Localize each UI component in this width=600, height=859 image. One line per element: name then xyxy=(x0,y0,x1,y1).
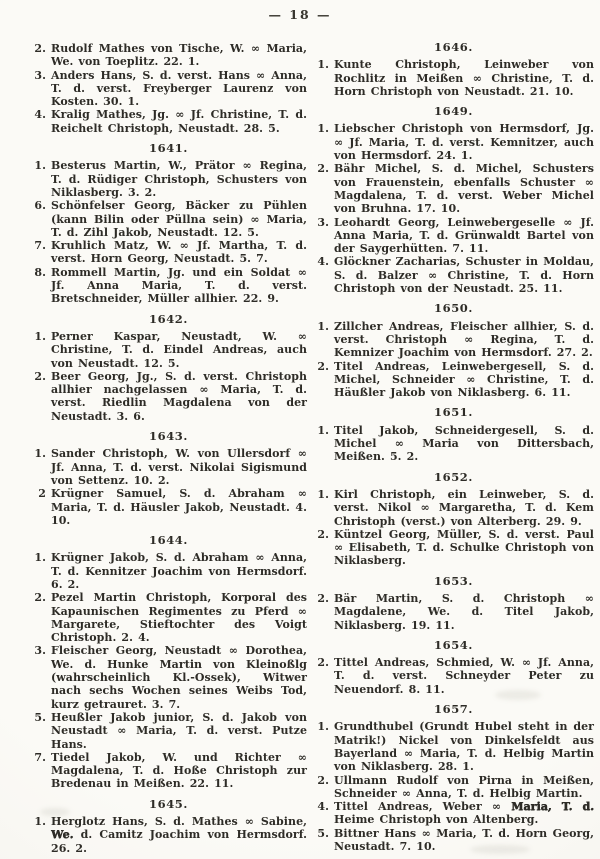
entry-number: 2. xyxy=(317,359,329,373)
entry-text: Anders Hans, S. d. verst. Hans ∞ Anna, T. d. verst. Freyberger Laurenz von Kosten. 30. 1. xyxy=(51,68,307,109)
register-entry xyxy=(313,656,594,696)
entry-number: 1. xyxy=(34,551,46,565)
entry-text: Perner Kaspar, Neustadt, W. ∞ Christine, T. d. Eindel Andreas, auch von Neustadt. 12. 5. xyxy=(51,329,307,370)
register-entry xyxy=(313,162,594,215)
entry-number: 4. xyxy=(34,108,46,122)
entry-number: 1. xyxy=(34,159,46,173)
year-heading: 1643. xyxy=(148,429,188,444)
register-entry xyxy=(30,239,307,266)
entry-text: Sander Christoph, W. von Ullersdorf ∞ Jf. Anna, T. d. verst. Nikolai Sigismund von Settenz. 10. 2. xyxy=(51,447,307,487)
entry-text: Kunte Christoph, Leinweber von Rochlitz in Meißen ∞ Christine, T. d. Horn Christoph von Neustadt. 21. 10. xyxy=(334,58,594,98)
entry-number: 1. xyxy=(317,487,329,501)
register-entry xyxy=(313,774,594,801)
entry-number: 3. xyxy=(317,215,329,229)
register-entry xyxy=(313,122,594,162)
entry-text: Heußler Jakob junior, S. d. Jakob von Neustadt ∞ Maria, T. d. verst. Putze Hans. xyxy=(51,710,307,751)
entry-text: Glöckner Zacharias, Schuster in Moldau, S. d. Balzer ∞ Christine, T. d. Horn Christoph von der Neustadt. 25. 11. xyxy=(334,255,594,296)
entry-number: 2. xyxy=(34,591,46,605)
entry-text: Herglotz Hans, S. d. Mathes ∞ Sabine, We. d. Camitz Joachim von Hermsdorf. 26. 2. xyxy=(51,815,307,855)
year-heading: 1651. xyxy=(433,405,473,420)
year-heading: 1644. xyxy=(148,533,188,548)
entry-text: Rommell Martin, Jg. und ein Soldat ∞ Jf. Anna Maria, T. d. verst. Bretschneider, Müller allhier. 22. 9. xyxy=(51,265,307,306)
entry-number: 1. xyxy=(34,815,46,829)
entry-number: 2. xyxy=(317,773,329,787)
register-entry xyxy=(30,487,307,527)
entry-text: Kralig Mathes, Jg. ∞ Jf. Christine, T. d. Reichelt Christoph, Neustadt. 28. 5. xyxy=(51,108,307,135)
year-heading: 1645. xyxy=(148,796,188,811)
register-entry xyxy=(313,216,594,256)
register-entry xyxy=(30,266,307,306)
entry-text: Kruhlich Matz, W. ∞ Jf. Martha, T. d. verst. Horn Georg, Neustadt. 5. 7. xyxy=(51,239,307,266)
register-entry xyxy=(30,551,307,591)
register-entry xyxy=(313,720,594,773)
register-entry xyxy=(313,488,594,528)
register-entry xyxy=(313,320,594,360)
year-heading: 1652. xyxy=(433,469,473,484)
register-entry xyxy=(30,447,307,487)
register-entry xyxy=(30,69,307,109)
entry-text: Krügner Samuel, S. d. Abraham ∞ Maria, T. d. Häusler Jakob, Neustadt. 4. 10. xyxy=(51,487,307,527)
entry-text: Bär Martin, S. d. Christoph ∞ Magdalene, We. d. Titel Jakob, Niklasberg. 19. 11. xyxy=(334,591,594,632)
entry-text: Grundthubel (Grundt Hubel steht in der Matrik!) Nickel von Dinkelsfeldt aus Bayerland ∞ Maria, T. d. Helbig Martin von Niklasberg. 28. 1. xyxy=(334,720,594,774)
entry-number: 4. xyxy=(317,800,329,814)
register-entry xyxy=(313,592,594,632)
register-entry xyxy=(30,330,307,370)
register-entry xyxy=(313,424,594,464)
entry-text: Zillcher Andreas, Fleischer allhier, S. d. verst. Christoph ∞ Regina, T. d. Kemnizer Joachim von Hermsdorf. 27. 2. xyxy=(334,319,594,360)
entry-text: Titel Andreas, Leinwebergesell, S. d. Michel, Schneider ∞ Christine, T. d. Häußler Jakob von Niklasberg. 6. 11. xyxy=(334,359,594,400)
entry-text: Bittner Hans ∞ Maria, T. d. Horn Georg, Neustadt. 7. 10. xyxy=(334,826,594,854)
entry-text: Rudolf Mathes von Tische, W. ∞ Maria, We. von Toeplitz. 22. 1. xyxy=(51,42,307,69)
register-entry xyxy=(313,255,594,295)
entry-number: 1. xyxy=(317,319,329,333)
register-entry xyxy=(30,42,307,69)
year-heading: 1649. xyxy=(433,104,473,119)
register-entry xyxy=(30,711,307,751)
entry-text: Bähr Michel, S. d. Michel, Schusters von Frauenstein, ebenfalls Schuster ∞ Magdalena, T. d. verst. Weber Michel von Bruhna. 17. 10. xyxy=(334,162,594,216)
entry-number: 1. xyxy=(34,447,46,461)
entry-number: 2 xyxy=(38,487,46,501)
register-entry xyxy=(313,58,594,98)
entry-number: 7. xyxy=(34,239,46,253)
entry-number: 2. xyxy=(34,369,46,383)
entry-number: 3. xyxy=(34,68,46,82)
entry-text: Ullmann Rudolf von Pirna in Meißen, Schneider ∞ Anna, T. d. Helbig Martin. xyxy=(334,773,594,800)
entry-text: Beer Georg, Jg., S. d. verst. Christoph allhier nachgelassen ∞ Maria, T. d. verst. Riedlin Magdalena von der Neustadt. 3. 6. xyxy=(51,369,307,423)
entry-text: Liebscher Christoph von Hermsdorf, Jg. ∞ Jf. Maria, T. d. verst. Kemnitzer, auch von Hermsdorf. 24. 1. xyxy=(334,122,594,163)
entry-text: Tittel Andreas, Weber ∞ Maria, T. d. Heime Christoph von Altenberg. xyxy=(334,800,595,827)
entry-number: 2. xyxy=(34,42,46,55)
entry-text: Pezel Martin Christoph, Korporal des Kapaunischen Regimentes zu Pferd ∞ Margarete, Stieftochter des Voigt Christoph. 2. 4. xyxy=(51,591,307,645)
register-entry xyxy=(30,159,307,199)
register-entry xyxy=(313,827,594,854)
entry-number: 2. xyxy=(317,591,329,605)
entry-text: Schönfelser Georg, Bäcker zu Pühlen (kann Bilin oder Püllna sein) ∞ Maria, T. d. Zihl Jakob, Neustadt. 12. 5. xyxy=(51,199,307,239)
register-entry xyxy=(313,360,594,400)
year-heading: 1657. xyxy=(433,702,473,717)
entry-text: Tiedel Jakob, W. und Richter ∞ Magdalena, T. d. Hoße Christoph zur Bredenau in Meißen. 22. 11. xyxy=(51,750,307,791)
entry-number: 4. xyxy=(317,255,329,269)
heavy-ink-text: We. xyxy=(51,828,74,842)
column-right xyxy=(313,34,594,853)
page-number: — 18 — xyxy=(268,7,332,22)
register-entry xyxy=(30,644,307,710)
entry-number: 6. xyxy=(34,199,46,213)
entry-text: Küntzel Georg, Müller, S. d. verst. Paul ∞ Elisabeth, T. d. Schulke Christoph von Niklasberg. xyxy=(334,527,594,568)
entry-text: Fleischer Georg, Neustadt ∞ Dorothea, We. d. Hunke Martin von Kleinoßlg (wahrscheinlich Kl.-Ossek), Witwer nach sechs Wochen seines Weibs Tod, kurz getrauret. 3. 7. xyxy=(51,644,307,711)
heavy-ink-text: Maria, T. d. xyxy=(511,800,595,814)
register-entry xyxy=(313,800,594,827)
year-heading: 1654. xyxy=(433,637,473,652)
entry-number: 1. xyxy=(317,122,329,136)
register-entry xyxy=(30,591,307,644)
entry-text: Kirl Christoph, ein Leinweber, S. d. verst. Nikol ∞ Margaretha, T. d. Kem Christoph (verst.) von Alterberg. 29. 9. xyxy=(334,487,594,528)
register-entry xyxy=(30,815,307,855)
year-heading: 1646. xyxy=(433,40,473,54)
register-entry xyxy=(30,370,307,423)
entry-number: 7. xyxy=(34,750,46,764)
entry-number: 1. xyxy=(317,423,329,437)
year-heading: 1641. xyxy=(148,141,188,156)
entry-number: 1. xyxy=(317,720,329,734)
entry-text: Titel Jakob, Schneidergesell, S. d. Michel ∞ Maria von Dittersbach, Meißen. 5. 2. xyxy=(334,423,594,464)
column-left xyxy=(30,42,307,855)
entry-number: 3. xyxy=(34,644,46,658)
register-entry xyxy=(30,751,307,791)
entry-text: Tittel Andreas, Schmied, W. ∞ Jf. Anna, T. d. verst. Schneyder Peter zu Neuendorf. 8. 11. xyxy=(334,656,594,696)
entry-number: 2. xyxy=(317,162,329,176)
entry-number: 1. xyxy=(34,329,46,343)
year-heading: 1653. xyxy=(433,573,473,588)
register-entry xyxy=(313,528,594,568)
entry-number: 2. xyxy=(317,656,329,670)
register-entry xyxy=(30,108,307,135)
entry-number: 5. xyxy=(317,826,329,840)
entry-text: Krügner Jakob, S. d. Abraham ∞ Anna, T. d. Kennitzer Joachim von Hermsdorf. 6. 2. xyxy=(51,551,307,591)
entry-number: 2. xyxy=(317,527,329,541)
year-heading: 1642. xyxy=(148,311,188,326)
year-heading: 1650. xyxy=(433,301,473,316)
entry-number: 5. xyxy=(34,710,46,724)
entry-text: Besterus Martin, W., Prätor ∞ Regina, T. d. Rüdiger Christoph, Schusters von Niklasberg. 3. 2. xyxy=(51,159,307,199)
entry-number: 8. xyxy=(34,265,46,279)
register-entry xyxy=(30,199,307,239)
entry-number: 1. xyxy=(317,58,329,72)
entry-text: Leohardt Georg, Leinwebergeselle ∞ Jf. Anna Maria, T. d. Grünwaldt Bartel von der Saygerhütten. 7. 11. xyxy=(334,215,594,256)
